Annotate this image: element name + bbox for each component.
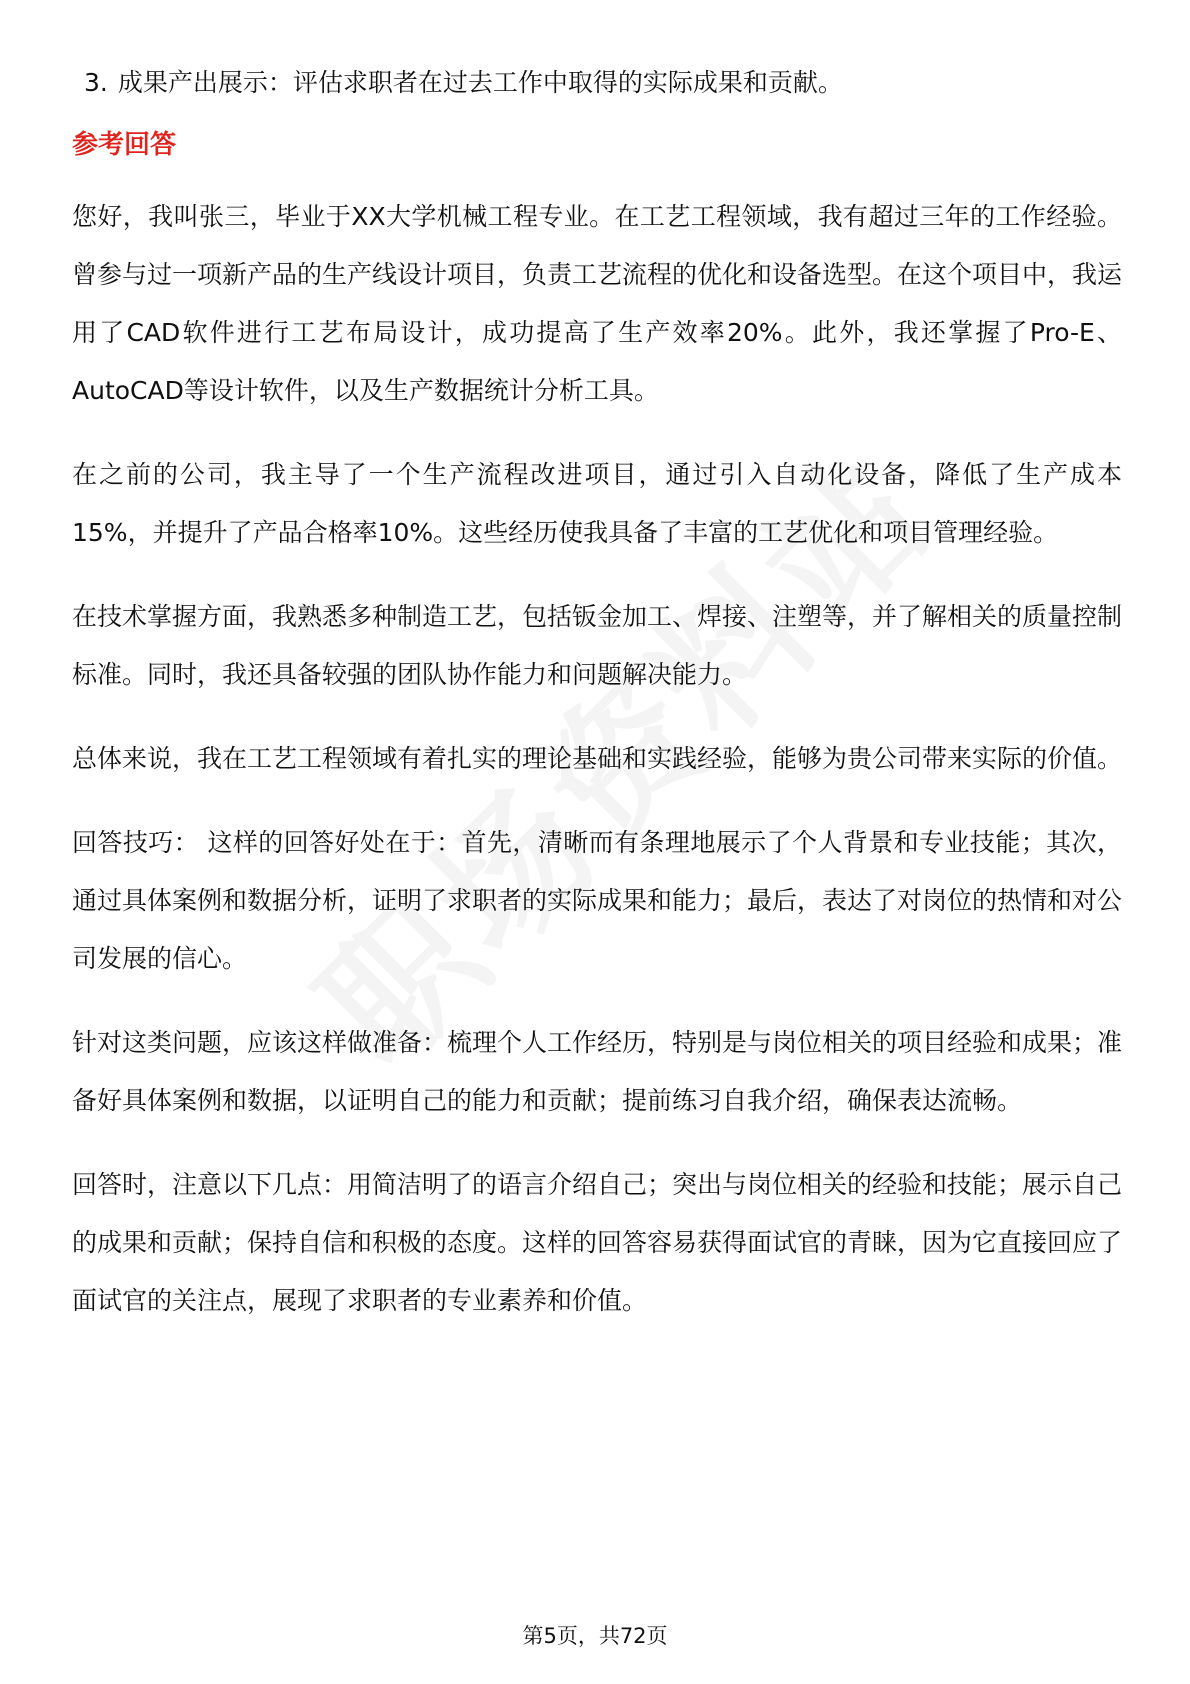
paragraph-technical-skills: 在技术掌握方面，我熟悉多种制造工艺，包括钣金加工、焊接、注塑等，并了解相关的质量控制标准。同时，我还具备较强的团队协作能力和问题解决能力。	[72, 602, 1123, 689]
paragraph-notes: 回答时，注意以下几点：用简洁明了的语言介绍自己；突出与岗位相关的经验和技能；展示自己的成果和贡献；保持自信和积极的态度。这样的回答容易获得面试官的青睐，因为它直接回应了面试官的关注点，展现了求职者的专业素养和价值。	[72, 1170, 1123, 1315]
paragraph-previous-company: 在之前的公司，我主导了一个生产流程改进项目，通过引入自动化设备，降低了生产成本15%，并提升了产品合格率10%。这些经历使我具备了丰富的工艺优化和项目管理经验。	[72, 460, 1122, 547]
section-heading: 参考回答	[72, 130, 177, 160]
paragraph-intro: 您好，我叫张三，毕业于XX大学机械工程专业。在工艺工程领域，我有超过三年的工作经验。曾参与过一项新产品的生产线设计项目，负责工艺流程的优化和设备选型。在这个项目中，我运用了CAD软件进行工艺布局设计，成功提高了生产效率20%。此外，我还掌握了Pro-E、AutoCAD等设计软件，以及生产数据统计分析工具。	[72, 202, 1123, 405]
paragraph-preparation: 针对这类问题，应该这样做准备：梳理个人工作经历，特别是与岗位相关的项目经验和成果；准备好具体案例和数据，以证明自己的能力和贡献；提前练习自我介绍，确保表达流畅。	[72, 1028, 1123, 1115]
paragraph-summary: 总体来说，我在工艺工程领域有着扎实的理论基础和实践经验，能够为贵公司带来实际的价值。	[72, 744, 1123, 773]
list-item	[72, 56, 1122, 110]
list-number: 3.	[84, 68, 108, 97]
page-number: 第5页，共72页	[522, 1624, 668, 1648]
paragraph-answer-tips: 回答技巧： 这样的回答好处在于：首先，清晰而有条理地展示了个人背景和专业技能；其次，通过具体案例和数据分析，证明了求职者的实际成果和能力；最后，表达了对岗位的热情和对公司发展的信心。	[72, 828, 1123, 973]
list-text: 成果产出展示：评估求职者在过去工作中取得的实际成果和贡献。	[117, 68, 843, 97]
page-content	[72, 56, 1122, 1356]
